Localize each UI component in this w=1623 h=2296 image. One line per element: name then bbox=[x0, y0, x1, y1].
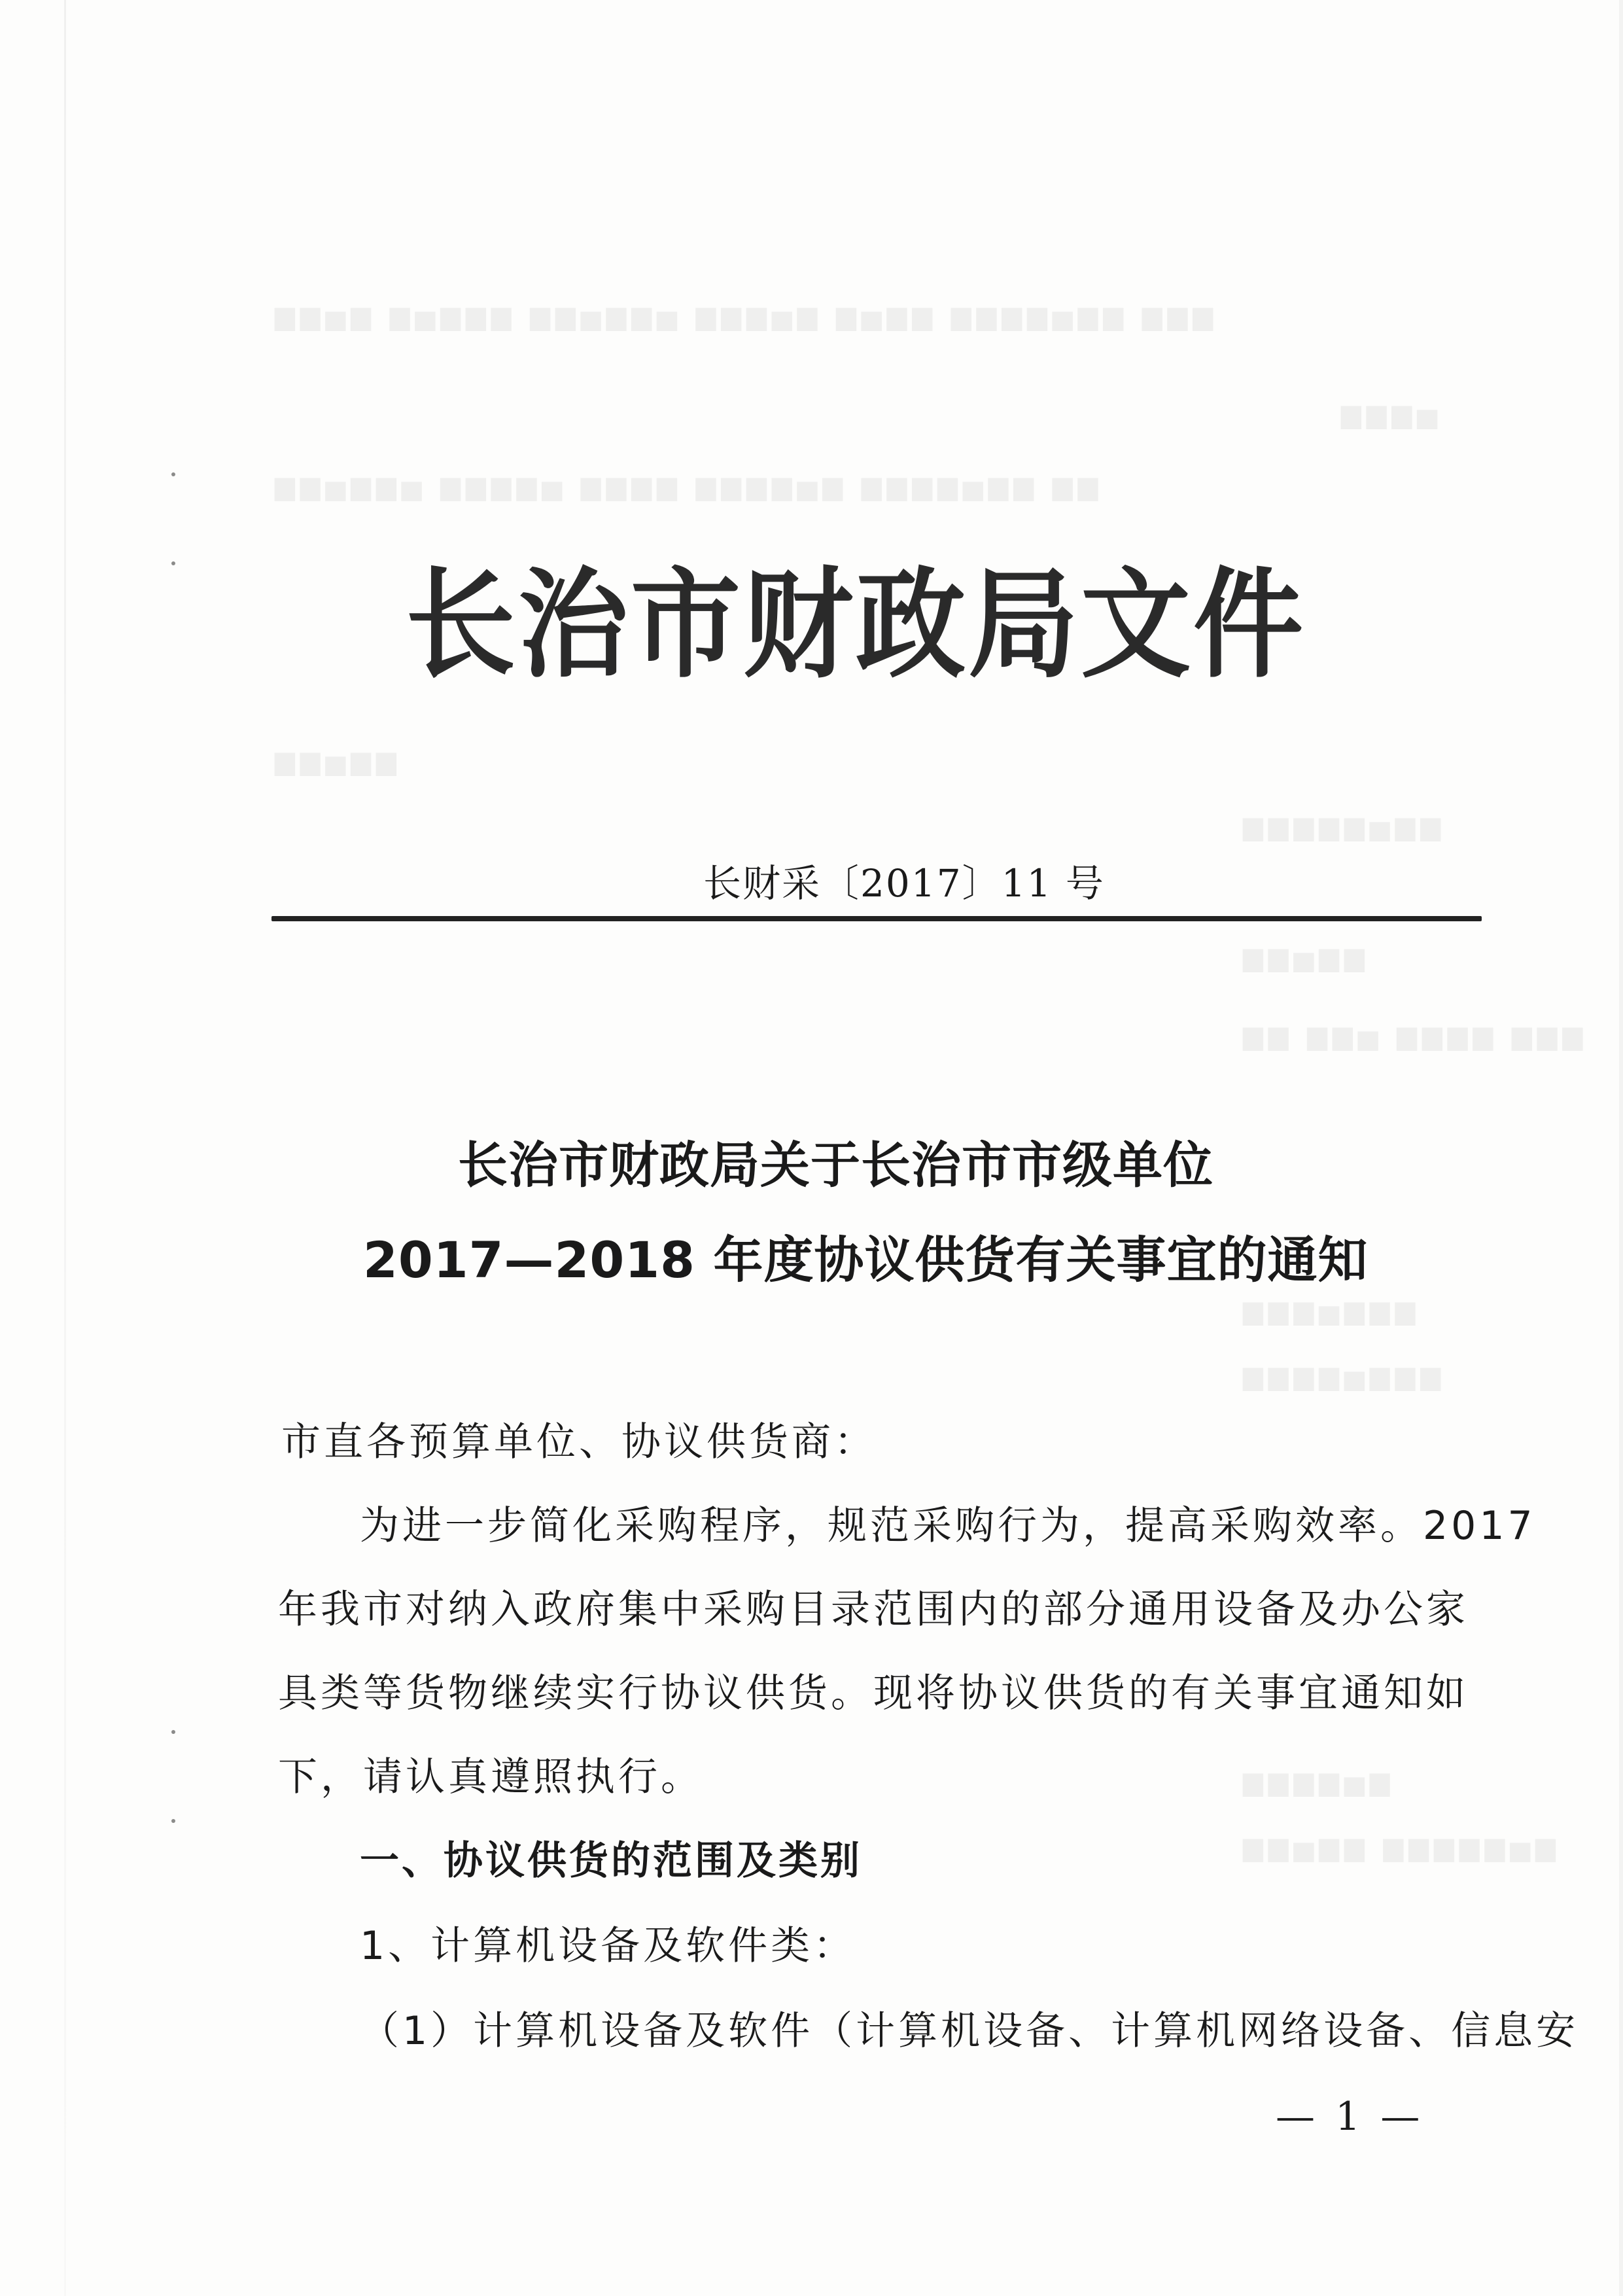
bleed-through-line: ▆▆▆▅ bbox=[1341, 399, 1443, 429]
document-masthead: 长治市财政局文件 bbox=[406, 556, 1306, 694]
list-item: 1、计算机设备及软件类： bbox=[360, 1923, 856, 1969]
header-divider-rule bbox=[271, 916, 1482, 921]
section-heading: 一、协议供货的范围及类别 bbox=[360, 1838, 862, 1884]
salutation: 市直各预算单位、协议供货商： bbox=[281, 1419, 877, 1465]
page-number: — 1 — bbox=[1276, 2094, 1424, 2140]
bleed-through-line: ▆▆▆▆▅▆ bbox=[1243, 1767, 1395, 1797]
bleed-through-line: ▆▆▆▅▆▆▆ bbox=[1243, 1296, 1421, 1326]
bleed-through-line: ▆▆▆▆▆▅▆▆ bbox=[1243, 811, 1446, 841]
paragraph-line: 年我市对纳入政府集中采购目录范围内的部分通用设备及办公家 bbox=[278, 1587, 1469, 1633]
paragraph-line: 下，请认真遵照执行。 bbox=[278, 1754, 703, 1800]
scan-speck bbox=[171, 1730, 175, 1734]
scan-speck bbox=[171, 1819, 175, 1823]
list-item: （1）计算机设备及软件（计算机设备、计算机网络设备、信息安 bbox=[360, 2008, 1579, 2054]
bleed-through-line: ▆▆▅▆▆ ▆▆▆▆▆▅▆ bbox=[1243, 1832, 1561, 1862]
scan-speck bbox=[171, 561, 175, 565]
bleed-through-line: ▆▆▆▆▅▆▆▆ bbox=[1243, 1361, 1446, 1391]
paragraph-line: 为进一步简化采购程序，规范采购行为，提高采购效率。2017 bbox=[360, 1503, 1536, 1549]
scan-speck bbox=[171, 472, 175, 476]
bleed-through-line: ▆▆ ▆▆▅ ▆▆▆▆ ▆▆▆ bbox=[1243, 1021, 1588, 1051]
bleed-through-line: ▆▆▅▆▆ bbox=[1243, 942, 1370, 972]
bleed-through-line: ▆▆▅▆▆▅ ▆▆▆▆▅ ▆▆▆▆ ▆▆▆▆▅▆ ▆▆▆▆▅▆▆ ▆▆ bbox=[275, 471, 1104, 501]
document-number: 长财采〔2017〕11 号 bbox=[703, 861, 1105, 906]
notice-title-line-2: 2017—2018 年度协议供货有关事宜的通知 bbox=[363, 1231, 1369, 1289]
scan-edge-right bbox=[1619, 0, 1623, 2296]
bleed-through-line: ▆▆▅▆▆ bbox=[275, 746, 402, 776]
paragraph-line: 具类等货物继续实行协议供货。现将协议供货的有关事宜通知如 bbox=[278, 1670, 1469, 1716]
scan-edge-left bbox=[64, 0, 66, 2296]
notice-title-line-1: 长治市财政局关于长治市市级单位 bbox=[458, 1136, 1213, 1194]
bleed-through-line: ▆▆▅▆ ▆▅▆▆▆ ▆▆▅▆▆▅ ▆▆▆▅▆ ▆▅▆▆ ▆▆▆▆▅▆▆ ▆▆▆ bbox=[275, 301, 1219, 331]
